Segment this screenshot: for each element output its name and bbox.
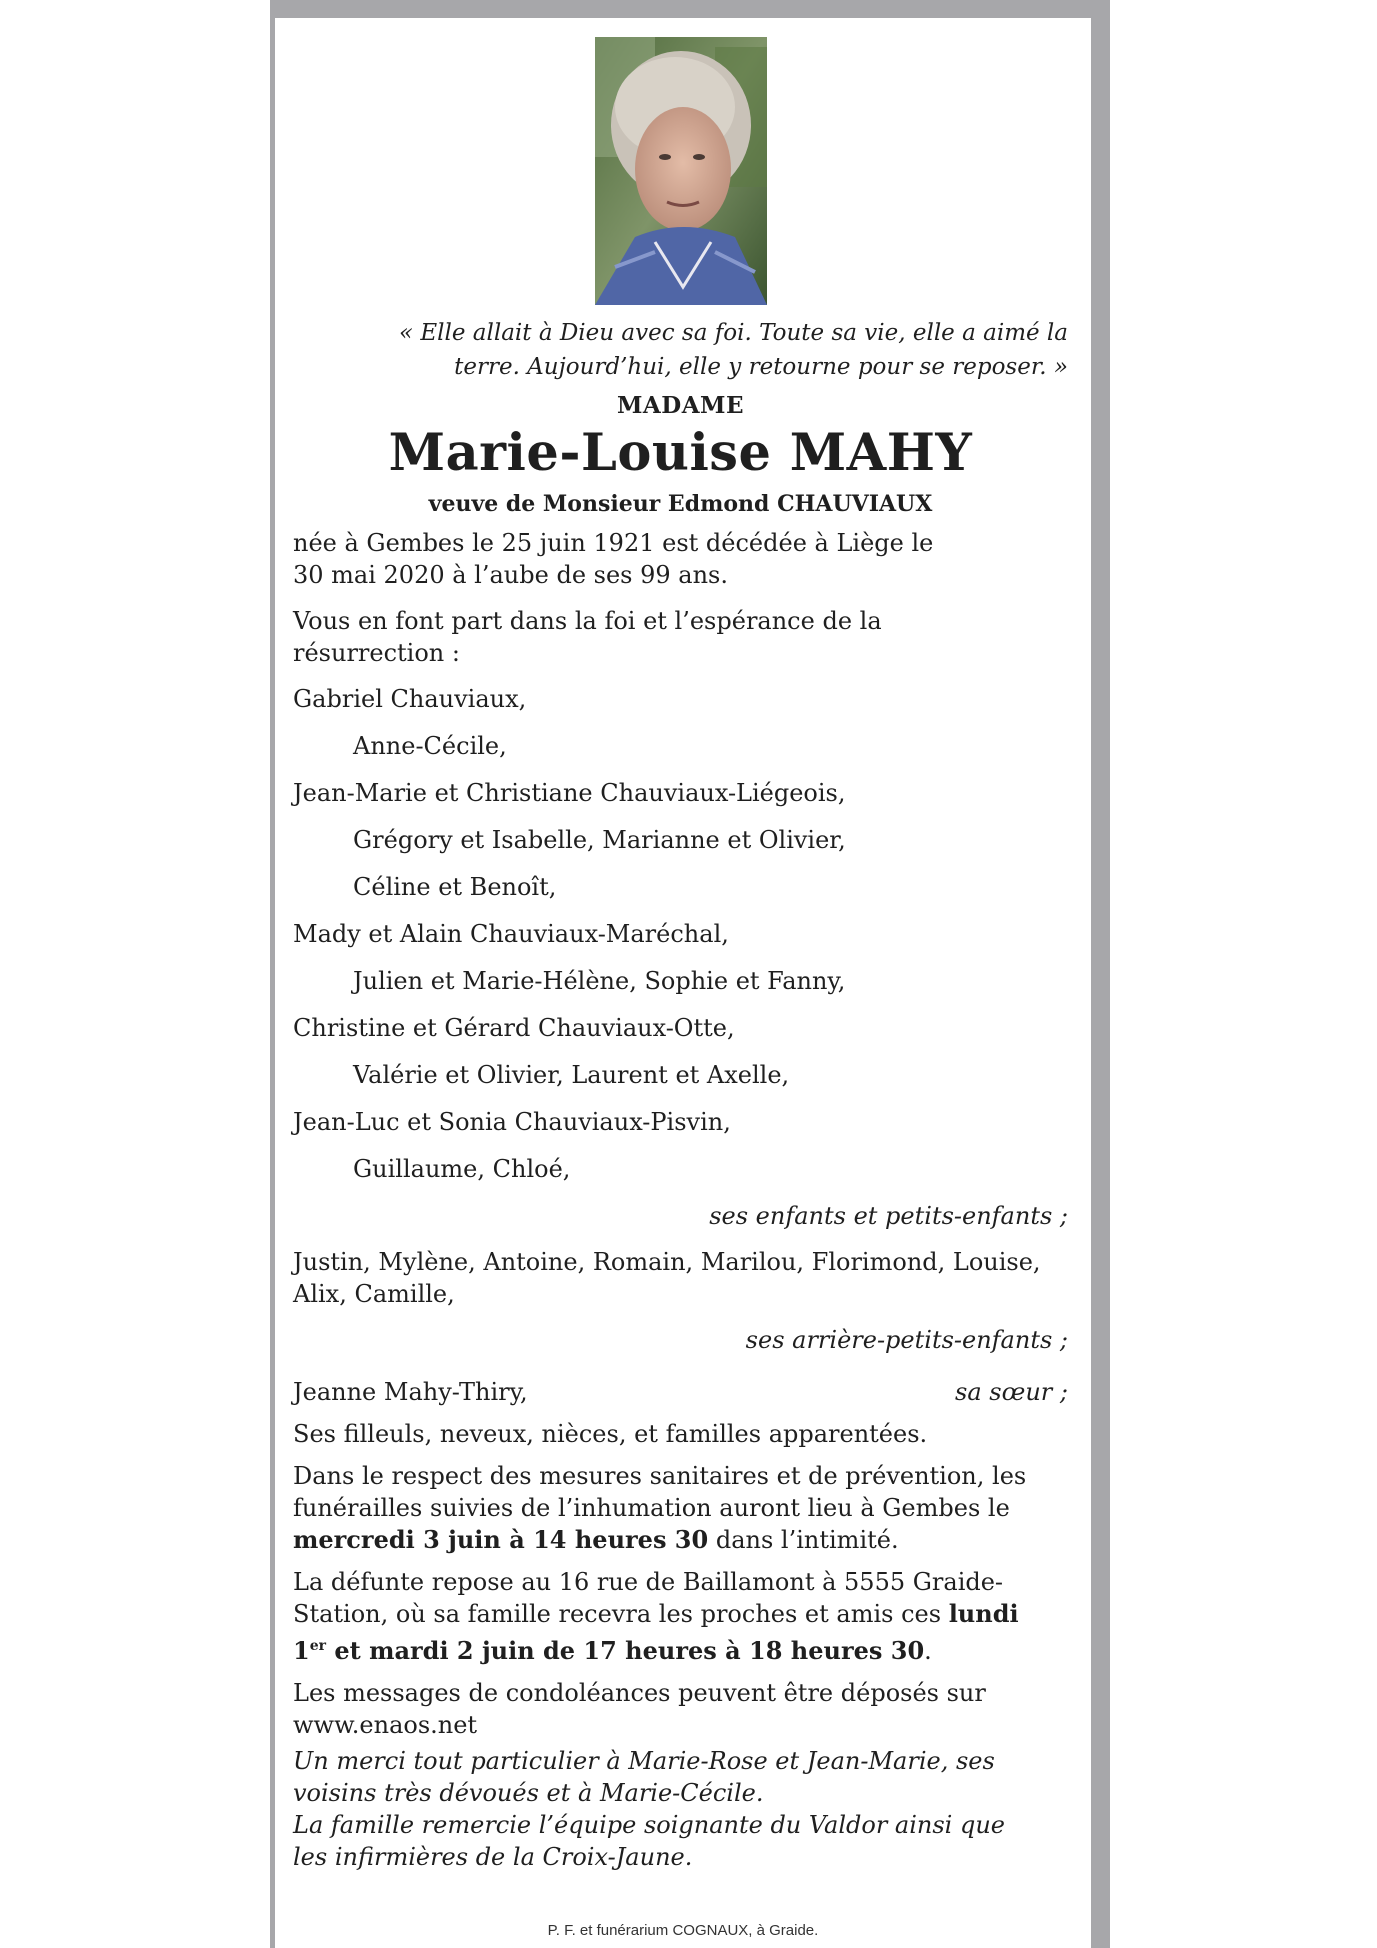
- funeral-date: mercredi 3 juin à 14 heures 30: [293, 1525, 709, 1554]
- funeral-date-rest: dans l’intimité.: [708, 1526, 899, 1554]
- thanks-line-2: voisins très dévoués et à Marie-Cécile.: [293, 1779, 764, 1807]
- thanks-line-4: les infirmières de la Croix-Jaune.: [293, 1843, 693, 1871]
- condolences-line-1: Les messages de condoléances peuvent être déposés sur: [293, 1679, 986, 1707]
- funeral-line-2: funérailles suivies de l’inhumation auront lieu à Gembes le: [293, 1494, 1010, 1522]
- family-member: Julien et Marie-Hélène, Sophie et Fanny,: [353, 967, 846, 995]
- family-member: Mady et Alain Chauviaux-Maréchal,: [293, 920, 729, 948]
- portrait-photo: [595, 37, 767, 305]
- repose-date-end: et mardi 2 juin de 17 heures à 18 heures 30: [326, 1636, 925, 1665]
- repose-day: lundi: [948, 1599, 1019, 1628]
- epitaph-quote: [293, 316, 1068, 384]
- thanks-line-1: Un merci tout particulier à Marie-Rose et Jean-Marie, ses: [293, 1747, 995, 1775]
- repose-line-1: La défunte repose au 16 rue de Baillamont à 5555 Graide-: [293, 1568, 1004, 1596]
- family-list: [293, 683, 1068, 1200]
- children-label: ses enfants et petits-enfants ;: [709, 1202, 1068, 1230]
- family-member: Céline et Benoît,: [353, 873, 557, 901]
- quote-line-2: terre. Aujourd’hui, elle y retourne pour se reposer. »: [454, 354, 1068, 380]
- repose-end: .: [924, 1637, 932, 1665]
- repose-text: [293, 1566, 1068, 1667]
- repose-date-start: 1: [293, 1636, 310, 1665]
- portrait-photo-elderly-woman-icon: [595, 37, 767, 305]
- widow-of: veuve de Monsieur Edmond CHAUVIAUX: [428, 491, 933, 517]
- family-member: Guillaume, Chloé,: [353, 1155, 571, 1183]
- quote-line-1: « Elle allait à Dieu avec sa foi. Toute sa vie, elle a aimé la: [398, 320, 1068, 346]
- relatives-text: Ses filleuls, neveux, nièces, et familles apparentées.: [293, 1420, 928, 1448]
- funeral-text: [293, 1460, 1068, 1556]
- sister-label: sa sœur ;: [955, 1378, 1068, 1406]
- condolences-text: [293, 1677, 1068, 1741]
- repose-line-2: Station, où sa famille recevra les proches et amis ces: [293, 1600, 949, 1628]
- thanks-text: [293, 1745, 1068, 1873]
- great-grandchildren-text: [293, 1246, 1068, 1310]
- condolences-link[interactable]: www.enaos.net: [293, 1711, 478, 1739]
- family-member: Jean-Marie et Christiane Chauviaux-Liégeois,: [293, 779, 846, 807]
- great-grandchildren-label: ses arrière-petits-enfants ;: [745, 1326, 1068, 1354]
- announce-line-2: résurrection :: [293, 639, 460, 667]
- announce-line-1: Vous en font part dans la foi et l’espérance de la: [293, 607, 882, 635]
- family-member: Christine et Gérard Chauviaux-Otte,: [293, 1014, 735, 1042]
- great-grandchildren-line-1: Justin, Mylène, Antoine, Romain, Marilou, Florimond, Louise,: [293, 1248, 1041, 1276]
- page-frame-top: [270, 0, 1110, 18]
- family-member: Gabriel Chauviaux,: [293, 685, 527, 713]
- sister-row: [293, 1376, 1068, 1408]
- funeral-line-1: Dans le respect des mesures sanitaires et de prévention, les: [293, 1462, 1027, 1490]
- family-member: Grégory et Isabelle, Marianne et Olivier,: [353, 826, 846, 854]
- deceased-name: Marie-Louise MAHY: [388, 423, 973, 483]
- announcement-text: [293, 605, 1068, 669]
- obituary-content: [293, 316, 1068, 1873]
- thanks-line-3: La famille remercie l’équipe soignante du Valdor ainsi que: [293, 1811, 1006, 1839]
- great-grandchildren-line-2: Alix, Camille,: [293, 1280, 455, 1308]
- family-member: Jean-Luc et Sonia Chauviaux-Pisvin,: [293, 1108, 731, 1136]
- sister-name: Jeanne Mahy-Thiry,: [293, 1378, 528, 1406]
- birth-death-text: [293, 527, 1068, 591]
- funeral-home-credit: P. F. et funérarium COGNAUX, à Graide.: [547, 1922, 819, 1939]
- family-member: Valérie et Olivier, Laurent et Axelle,: [353, 1061, 790, 1089]
- family-member: Anne-Cécile,: [353, 732, 507, 760]
- birth-line-2: 30 mai 2020 à l’aube de ses 99 ans.: [293, 561, 728, 589]
- birth-line-1: née à Gembes le 25 juin 1921 est décédée à Liège le: [293, 529, 934, 557]
- honorific: MADAME: [616, 392, 745, 419]
- repose-date-sup: er: [309, 1638, 326, 1654]
